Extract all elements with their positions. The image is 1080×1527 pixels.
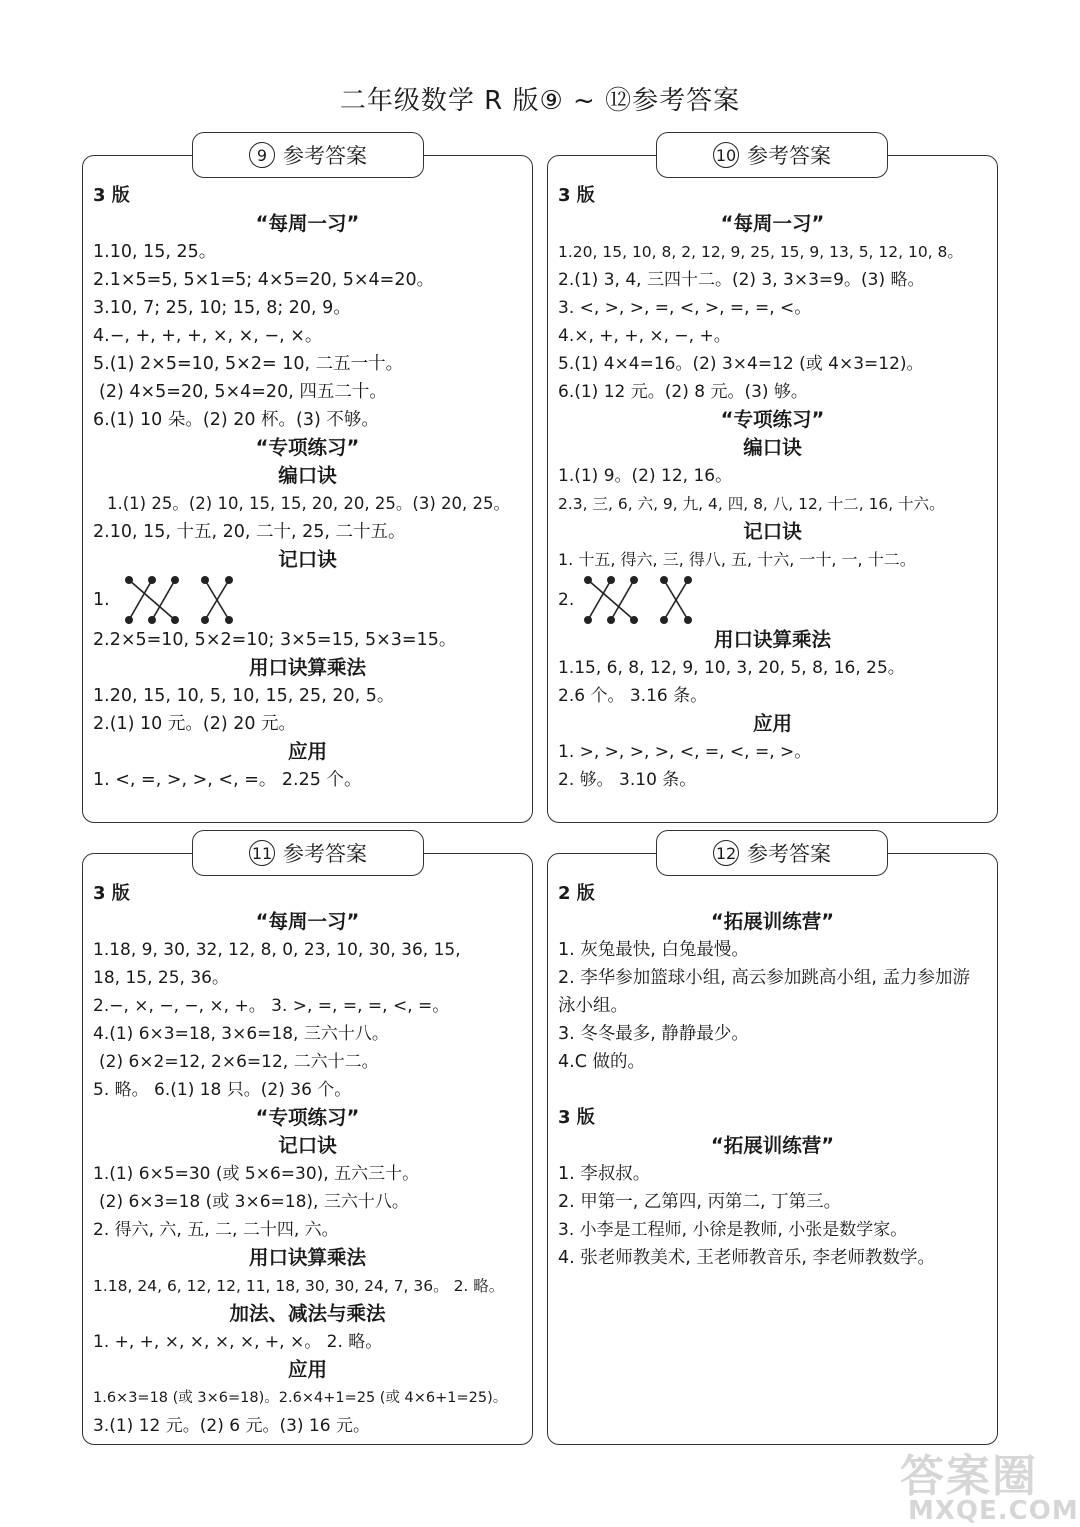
answer-line: 5. 略。 6.(1) 18 只。(2) 36 个。 [93, 1080, 352, 1100]
subsection-heading: 加法、减法与乘法 [229, 1302, 386, 1325]
section-heading: “拓展训练营” [710, 1134, 835, 1157]
section-heading: “每周一习” [720, 212, 825, 235]
subsection-heading: 应用 [287, 740, 327, 763]
answer-line: 2.(1) 3, 4, 三四十二。(2) 3, 3×3=9。(3) 略。 [558, 270, 925, 290]
watermark-text: 答案圈 [900, 1451, 1038, 1502]
version-label: 3 版 [558, 185, 595, 206]
answer-panel-11 [82, 853, 533, 1445]
panel-tab-10 [656, 132, 888, 178]
answer-line: 3. <, >, >, =, <, >, =, =, <。 [558, 298, 812, 318]
circled-number-9: 9 [249, 142, 275, 168]
answer-line: 2. 得六, 六, 五, 二, 二十四, 六。 [93, 1220, 339, 1240]
answer-line: 1. 灰兔最快, 白兔最慢。 [558, 940, 749, 960]
answer-line: 1.10, 15, 25。 [93, 242, 217, 262]
version-label: 3 版 [558, 1107, 595, 1128]
answer-line: 1. [93, 590, 110, 610]
answer-line: 2. 甲第一, 乙第四, 丙第二, 丁第三。 [558, 1192, 842, 1212]
answer-line: 1.20, 15, 10, 8, 2, 12, 9, 25, 15, 9, 13, 5, 12, 10, 8。 [558, 243, 963, 261]
subsection-heading: 记口诀 [278, 548, 337, 571]
subsection-heading: 用口诀算乘法 [248, 1246, 366, 1269]
circled-number-10: 10 [713, 142, 739, 168]
answer-line: 1. +, +, ×, ×, ×, ×, +, ×。 2. 略。 [93, 1332, 383, 1352]
spacer [558, 1076, 987, 1104]
subsection-heading: 编口诀 [743, 436, 802, 459]
panel-tab-11 [192, 830, 424, 876]
circled-number-11: 11 [249, 840, 275, 866]
version-label: 3 版 [93, 883, 130, 904]
answer-line: 2.2×5=10, 5×2=10; 3×5=15, 5×3=15。 [93, 630, 457, 650]
answer-line: 4.−, +, +, +, ×, ×, −, ×。 [93, 326, 323, 346]
answer-line: 2.(1) 10 元。(2) 20 元。 [93, 714, 297, 734]
matching-figure-row [93, 574, 522, 626]
subsection-heading: 用口诀算乘法 [248, 656, 366, 679]
answer-line: (2) 4×5=20, 5×4=20, 四五二十。 [99, 382, 387, 402]
section-heading: “每周一习” [255, 212, 360, 235]
answer-line: 2.1×5=5, 5×1=5; 4×5=20, 5×4=20。 [93, 270, 435, 290]
answer-line: 1.(1) 6×5=30 (或 5×6=30), 五六三十。 [93, 1164, 420, 1184]
answer-line: 1.15, 6, 8, 12, 9, 10, 3, 20, 5, 8, 16, 25。 [558, 658, 905, 678]
answer-line: 6.(1) 12 元。(2) 8 元。(3) 够。 [558, 382, 808, 402]
answer-line: 4.(1) 6×3=18, 3×6=18, 三六十八。 [93, 1024, 389, 1044]
subsection-heading: 记口诀 [278, 1134, 337, 1157]
answer-line: 2. 李华参加篮球小组, 高云参加跳高小组, 孟力参加游泳小组。 [558, 968, 971, 1016]
answer-line: 1. 李叔叔。 [558, 1164, 651, 1184]
answer-line: 18, 15, 25, 36。 [93, 968, 229, 988]
answer-panel-10 [547, 155, 998, 823]
subsection-heading: 编口诀 [278, 464, 337, 487]
answer-line: 4. 张老师教美术, 王老师教音乐, 李老师教数学。 [558, 1248, 936, 1268]
circled-number-12: 12 [713, 840, 739, 866]
answer-line: 1. <, =, >, >, <, =。 2.25 个。 [93, 770, 362, 790]
answer-line: 1.6×3=18 (或 3×6=18)。2.6×4+1=25 (或 4×6+1=25)。 [93, 1390, 508, 1406]
tab-label: 参考答案 [747, 842, 831, 866]
tab-label: 参考答案 [283, 144, 367, 168]
answer-line: 1. 十五, 得六, 三, 得八, 五, 十六, 一十, 一, 十二。 [558, 550, 916, 569]
answer-line: 6.(1) 10 朵。(2) 20 杯。(3) 不够。 [93, 410, 379, 430]
answer-line: 1.(1) 9。(2) 12, 16。 [558, 466, 733, 486]
panel-tab-12 [656, 830, 888, 876]
answer-line: 4.×, +, +, ×, −, +。 [558, 326, 731, 346]
answer-line: 1.(1) 25。(2) 10, 15, 15, 20, 20, 25。(3) 20, 25。 [107, 494, 510, 513]
tab-label: 参考答案 [283, 842, 367, 866]
subsection-heading: 记口诀 [743, 520, 802, 543]
section-heading: “专项练习” [255, 436, 360, 459]
matching-figure-row [558, 574, 987, 626]
subsection-heading: 应用 [752, 712, 792, 735]
answer-line: 3.10, 7; 25, 10; 15, 8; 20, 9。 [93, 298, 351, 318]
tab-label: 参考答案 [747, 144, 831, 168]
page-title: 二年级数学 R 版⑨ ~ ⑫参考答案 [339, 86, 741, 116]
answer-line: 3. 冬冬最多, 静静最少。 [558, 1024, 749, 1044]
matching-lines-diagram [582, 574, 702, 626]
section-heading: “每周一习” [255, 910, 360, 933]
watermark-url: MXQE.COM [908, 1496, 1079, 1526]
answer-line: 2. [558, 590, 575, 610]
section-heading: “专项练习” [720, 408, 825, 431]
answer-line: 4.C 做的。 [558, 1052, 645, 1072]
panel-tab-9 [192, 132, 424, 178]
answer-line: 1.20, 15, 10, 5, 10, 15, 25, 20, 5。 [93, 686, 395, 706]
answer-line: (2) 6×2=12, 2×6=12, 二六十二。 [99, 1052, 379, 1072]
answer-panel-9 [82, 155, 533, 823]
answer-line: 5.(1) 4×4=16。(2) 3×4=12 (或 4×3=12)。 [558, 354, 924, 374]
subsection-heading: 应用 [287, 1358, 327, 1381]
section-heading: “专项练习” [255, 1106, 360, 1129]
answer-line: 3.(1) 12 元。(2) 6 元。(3) 16 元。 [93, 1416, 370, 1436]
answer-panel-12 [547, 853, 998, 1445]
answer-line: 2.−, ×, −, −, ×, +。 3. >, =, =, =, <, =。 [93, 996, 450, 1016]
version-label: 2 版 [558, 883, 595, 904]
watermark-logo [900, 1440, 1080, 1527]
answer-line: 1.18, 24, 6, 12, 12, 11, 18, 30, 30, 24, 7, 36。 2. 略。 [93, 1277, 505, 1295]
subsection-heading: 用口诀算乘法 [713, 628, 831, 651]
answer-line: 3. 小李是工程师, 小徐是教师, 小张是数学家。 [558, 1220, 908, 1240]
answer-line: 2.6 个。 3.16 条。 [558, 686, 708, 706]
answer-line: 2. 够。 3.10 条。 [558, 770, 697, 790]
answer-line: 1. >, >, >, >, <, =, <, =, >。 [558, 742, 812, 762]
answer-line: 2.3, 三, 6, 六, 9, 九, 4, 四, 8, 八, 12, 十二, 16, 十六。 [558, 495, 945, 513]
matching-lines-diagram [123, 574, 243, 626]
answer-line: 2.10, 15, 十五, 20, 二十, 25, 二十五。 [93, 522, 406, 542]
answer-line: 5.(1) 2×5=10, 5×2= 10, 二五一十。 [93, 354, 404, 374]
answer-line: (2) 6×3=18 (或 3×6=18), 三六十八。 [99, 1192, 409, 1212]
section-heading: “拓展训练营” [710, 910, 835, 933]
version-label: 3 版 [93, 185, 130, 206]
answer-line: 1.18, 9, 30, 32, 12, 8, 0, 23, 10, 30, 36, 15, [93, 940, 461, 960]
